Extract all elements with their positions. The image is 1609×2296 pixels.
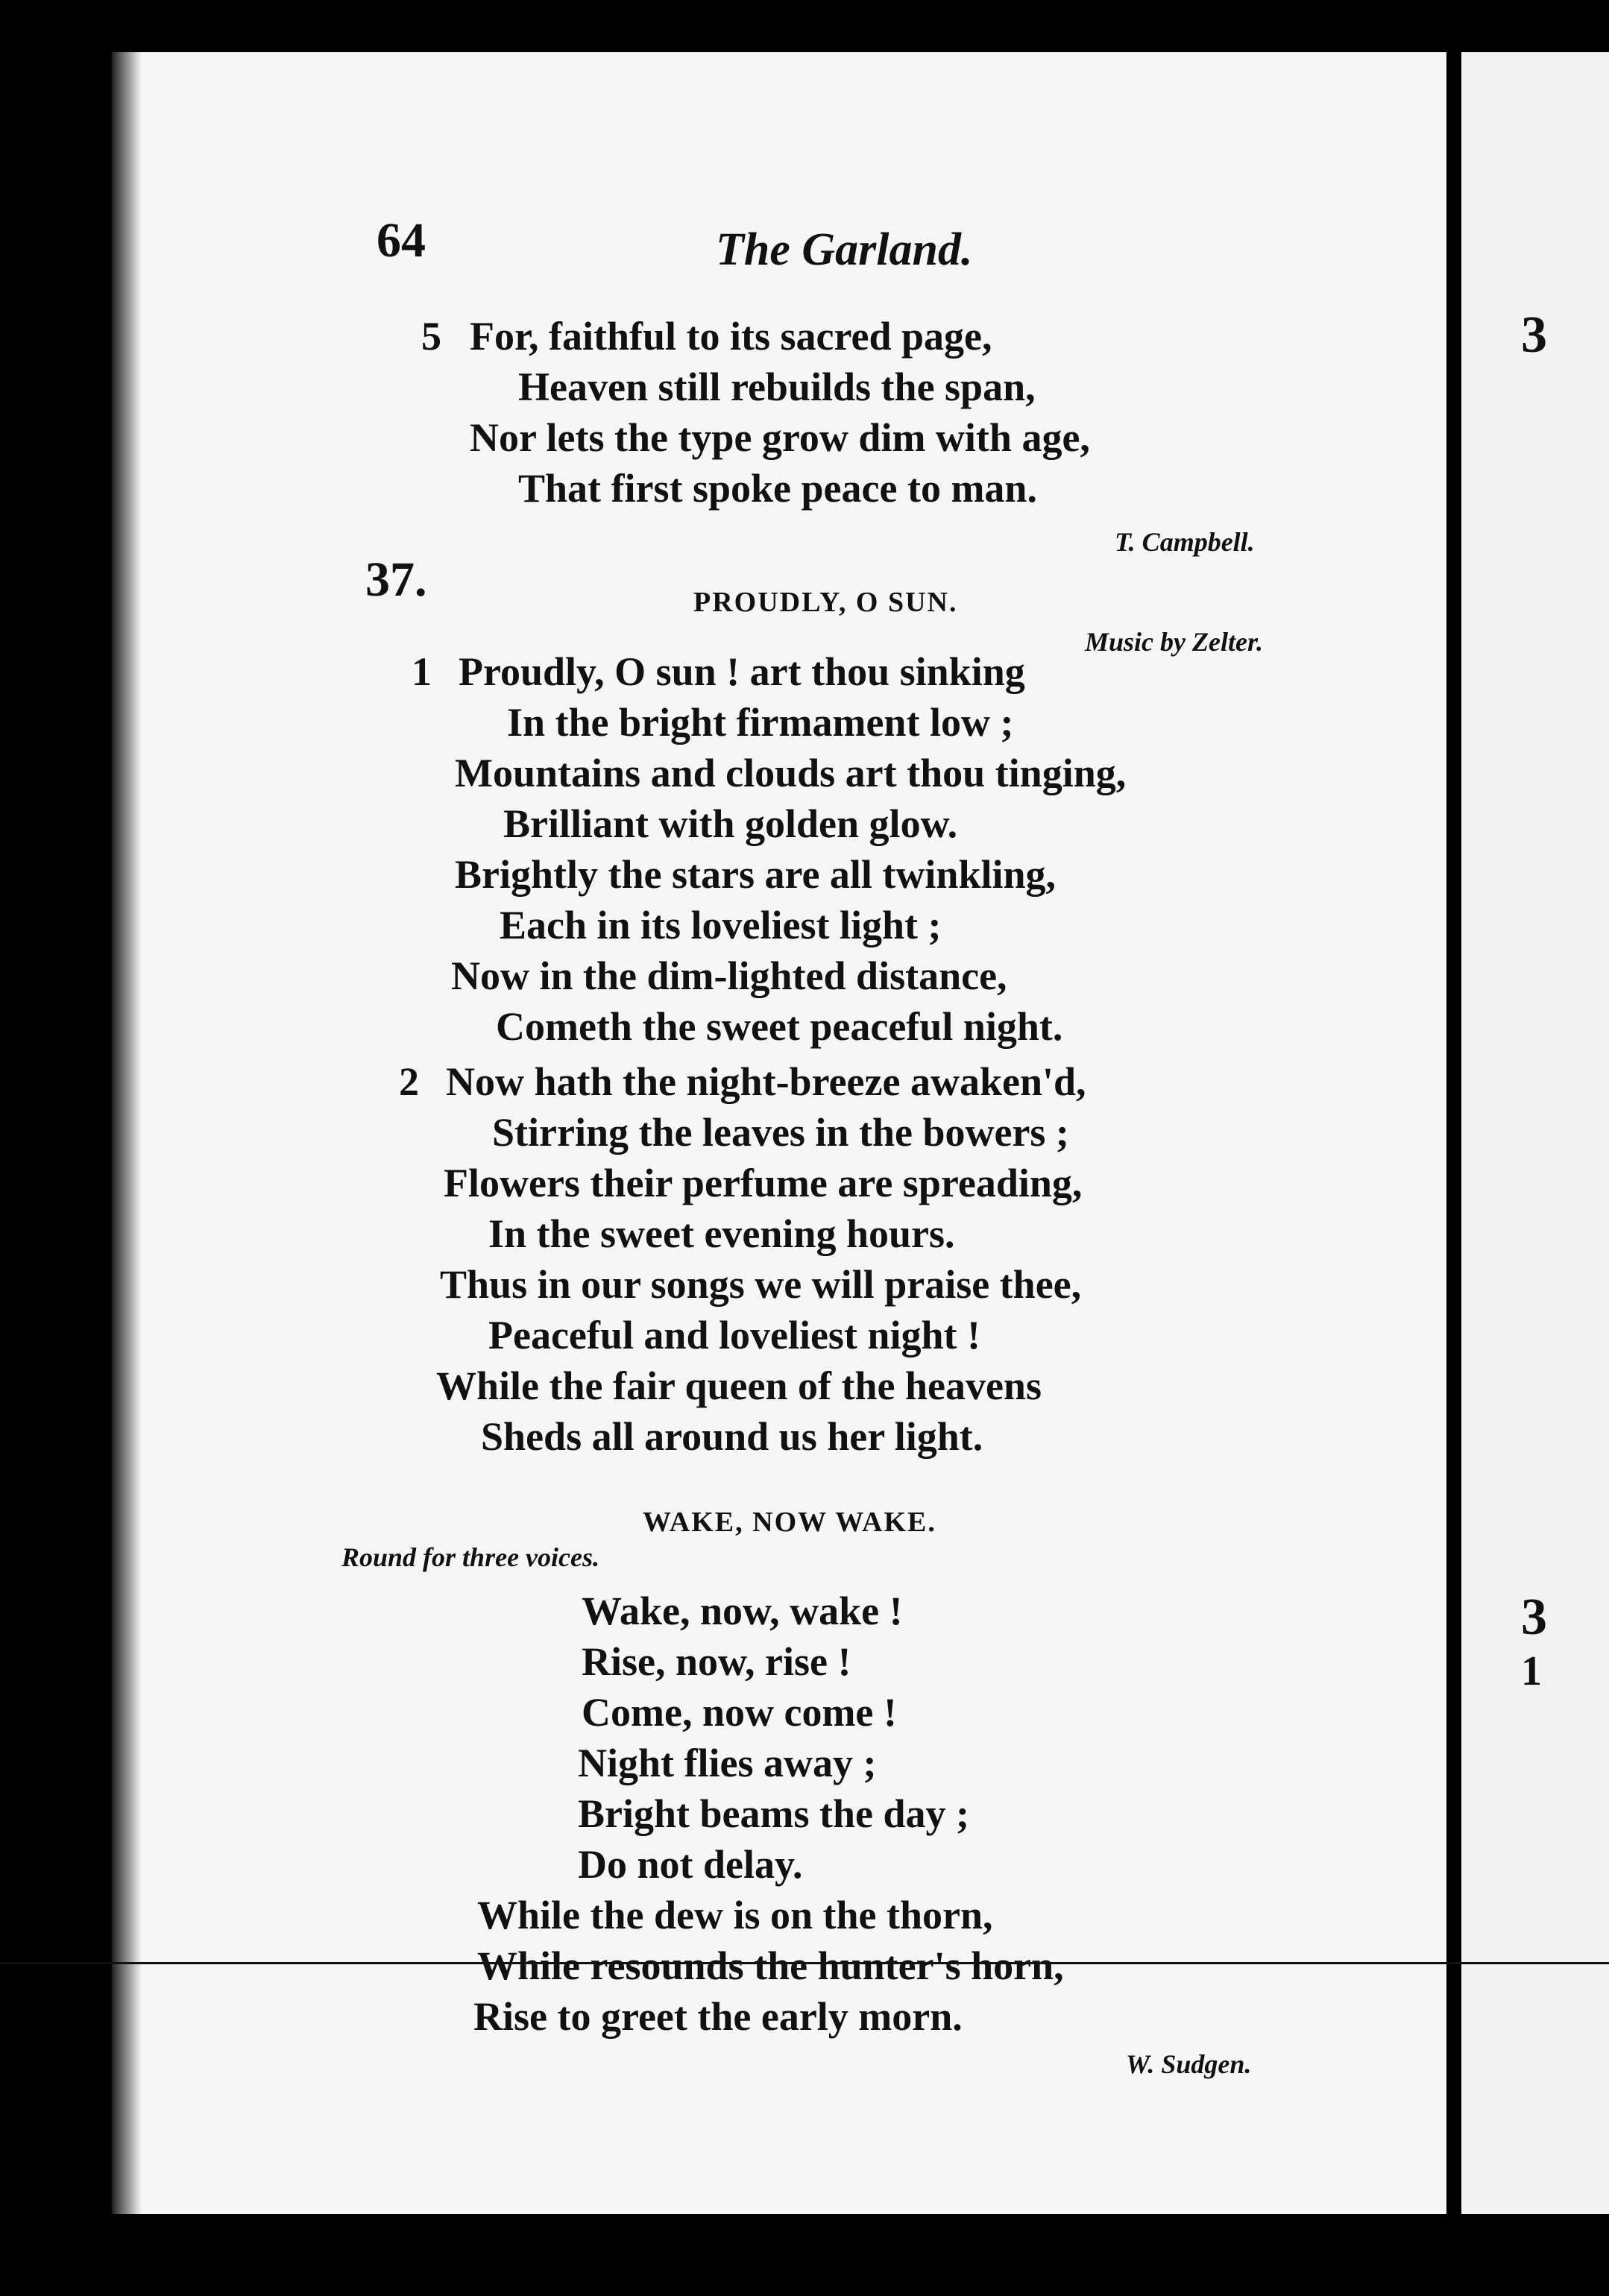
verse-line: Each in its loveliest light ; xyxy=(500,903,942,947)
verse-line: Mountains and clouds art thou tinging, xyxy=(455,751,1127,795)
adjacent-page-mark: 3 xyxy=(1521,1589,1547,1646)
verse-line: Now hath the night-breeze awaken'd, xyxy=(446,1059,1086,1104)
verse-line: Do not delay. xyxy=(578,1842,803,1887)
verse-line: Thus in our songs we will praise thee, xyxy=(440,1262,1082,1307)
verse-line: Rise to greet the early morn. xyxy=(473,1994,963,2039)
verse-line: Flowers their perfume are spreading, xyxy=(444,1161,1083,1205)
hymn-number: 37. xyxy=(365,552,427,607)
stanza-number: 5 xyxy=(421,314,441,359)
adjacent-page-edge xyxy=(1461,52,1609,2214)
verse-line: Nor lets the type grow dim with age, xyxy=(470,415,1090,460)
stanza-number: 1 xyxy=(412,649,432,694)
verse-line: While the dew is on the thorn, xyxy=(477,1893,993,1937)
verse-line: For, faithful to its sacred page, xyxy=(470,314,992,359)
verse-line: Now in the dim-lighted distance, xyxy=(451,953,1007,998)
verse-line: Stirring the leaves in the bowers ; xyxy=(492,1110,1069,1155)
verse-line: While resounds the hunter's horn, xyxy=(477,1943,1064,1988)
verse-line: Night flies away ; xyxy=(578,1741,877,1785)
verse-line: That first spoke peace to man. xyxy=(518,466,1037,511)
verse-line: In the sweet evening hours. xyxy=(488,1211,955,1256)
round-subtitle: Round for three voices. xyxy=(341,1542,599,1572)
verse-line: Proudly, O sun ! art thou sinking xyxy=(459,649,1025,694)
page-title: The Garland. xyxy=(716,224,973,275)
stanza-number: 2 xyxy=(399,1059,419,1104)
author-credit: W. Sudgen. xyxy=(1126,2049,1252,2079)
author-credit: T. Campbell. xyxy=(1115,527,1255,557)
verse-line: While the fair queen of the heavens xyxy=(436,1363,1042,1408)
adjacent-page-mark: 3 xyxy=(1521,306,1547,364)
adjacent-page-mark: 1 xyxy=(1521,1648,1542,1694)
verse-line: Come, now come ! xyxy=(582,1690,897,1735)
round-title: WAKE, NOW WAKE. xyxy=(643,1507,936,1538)
verse-line: Cometh the sweet peaceful night. xyxy=(496,1004,1063,1049)
verse-line: Brightly the stars are all twinkling, xyxy=(455,852,1057,897)
verse-line: Bright beams the day ; xyxy=(578,1791,969,1836)
page-number: 64 xyxy=(377,213,426,268)
verse-line: Peaceful and loveliest night ! xyxy=(488,1313,980,1357)
verse-line: Wake, now, wake ! xyxy=(582,1589,903,1633)
verse-line: In the bright firmament low ; xyxy=(507,700,1014,745)
hymn-title: PROUDLY, O SUN. xyxy=(693,587,958,618)
verse-line: Sheds all around us her light. xyxy=(481,1414,983,1459)
music-credit: Music by Zelter. xyxy=(1085,627,1263,657)
verse-line: Rise, now, rise ! xyxy=(582,1639,851,1684)
verse-line: Heaven still rebuilds the span, xyxy=(518,365,1036,409)
verse-line: Brilliant with golden glow. xyxy=(503,801,958,846)
